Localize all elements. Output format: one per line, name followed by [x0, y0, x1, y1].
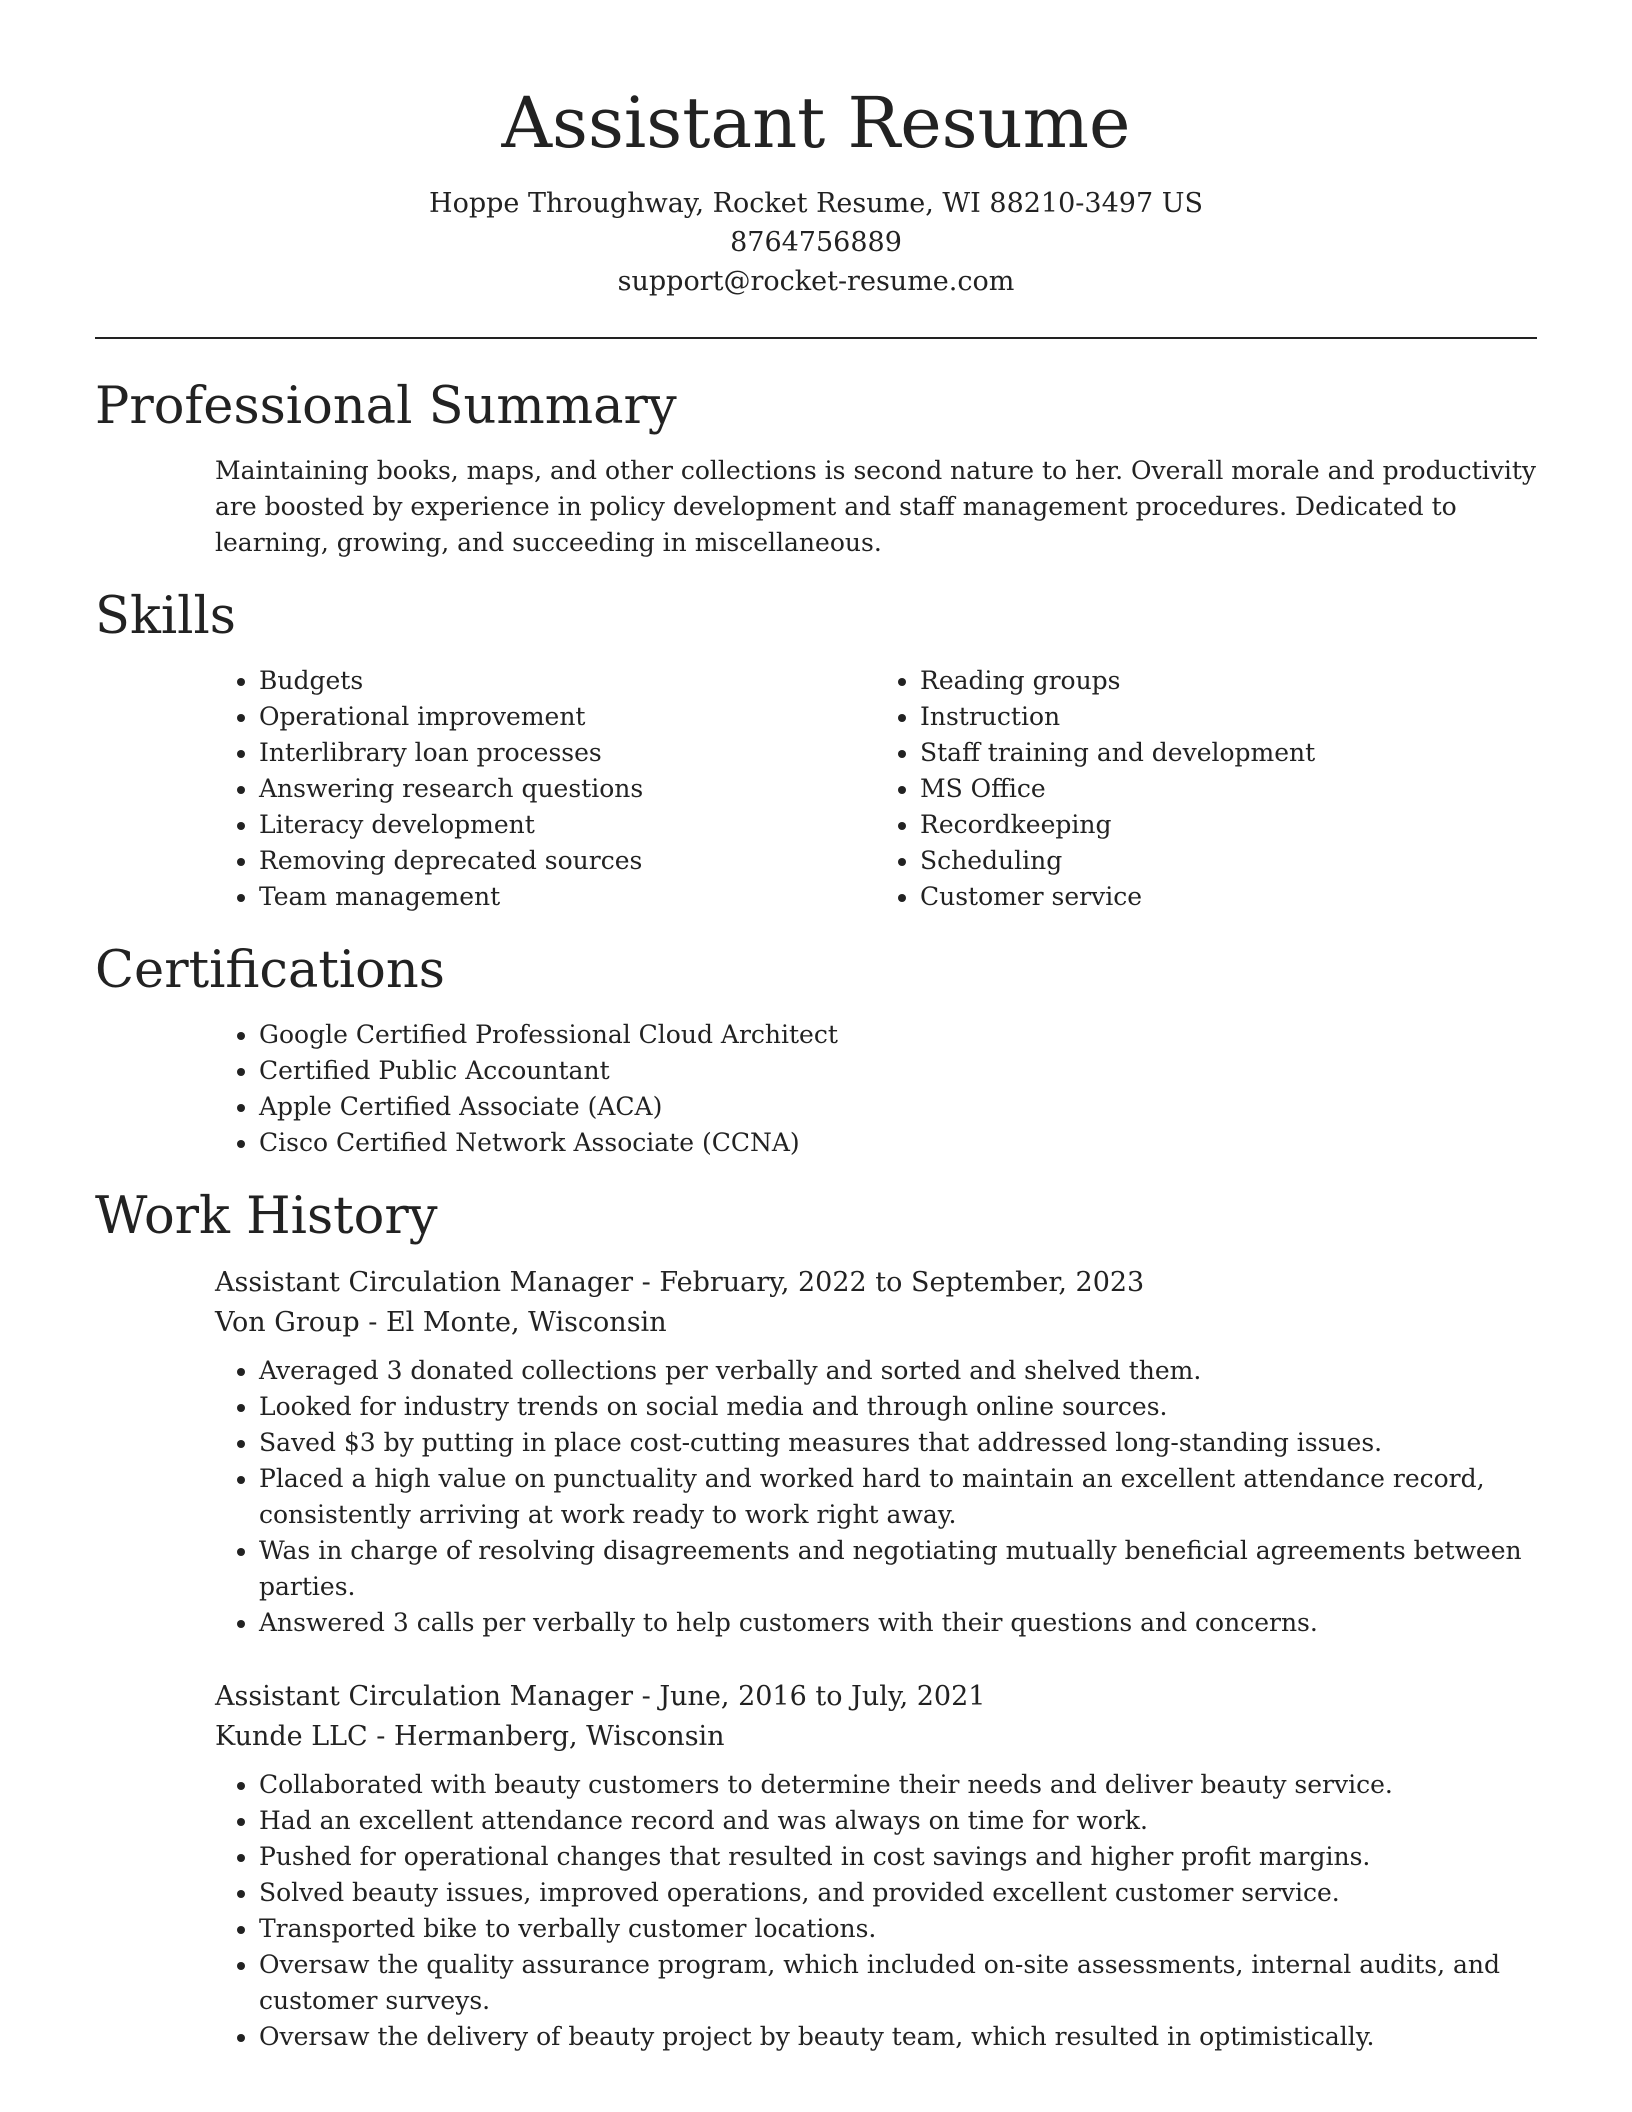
job-bullet: • Transported bike to verbally customer locations.: [259, 1911, 1537, 1947]
job-title-line: Assistant Circulation Manager - February, 2022 to September, 2023: [215, 1267, 1145, 1299]
job-location: Hermanberg, Wisconsin: [394, 1721, 725, 1753]
job-entry: [95, 1677, 1537, 2055]
skill-item: • Removing deprecated sources: [259, 843, 876, 879]
certification-item: • Cisco Certified Network Associate (CCNA): [259, 1125, 1537, 1161]
skill-item: • Reading groups: [920, 663, 1537, 699]
contact-email: support@rocket-resume.com: [617, 266, 1015, 297]
job-bullet: • Had an excellent attendance record and was always on time for work.: [259, 1803, 1537, 1839]
job-bullet: • Oversaw the quality assurance program, which included on-site assessments, internal audits, and customer surveys.: [259, 1947, 1537, 2019]
certification-item: • Apple Certified Associate (ACA): [259, 1089, 1537, 1125]
job-dates: June, 2016 to July, 2021: [659, 1681, 986, 1713]
resume-title: Assistant Resume: [501, 82, 1131, 164]
resume-header: [95, 0, 1537, 301]
job-entry: [95, 1263, 1537, 1641]
certification-item: • Certified Public Accountant: [259, 1053, 1537, 1089]
job-bullet: • Collaborated with beauty customers to determine their needs and deliver beauty service.: [259, 1767, 1537, 1803]
skill-item: • Customer service: [920, 879, 1537, 915]
skill-item: • Scheduling: [920, 843, 1537, 879]
job-bullets: [215, 1353, 1537, 1641]
certifications-heading: Certifications: [95, 941, 445, 1001]
job-company-line: Kunde LLC - Hermanberg, Wisconsin: [215, 1721, 725, 1753]
header-divider: [95, 337, 1537, 339]
skill-item: • Interlibrary loan processes: [259, 735, 876, 771]
summary-section: [95, 379, 1537, 561]
job-company-line: Von Group - El Monte, Wisconsin: [215, 1307, 667, 1339]
skills-heading: Skills: [95, 587, 236, 647]
summary-text: Maintaining books, maps, and other collections is second nature to her. Overall morale and productivity are boosted by experience in policy development and staff management procedures. Dedicated to learning, growing, and succeeding in miscellaneous.: [215, 456, 1537, 558]
job-title: Assistant Circulation Manager: [215, 1681, 634, 1713]
skill-item: • Staff training and development: [920, 735, 1537, 771]
summary-heading: Professional Summary: [95, 377, 677, 436]
certifications-list: [95, 1017, 1537, 1161]
contact-phone: 8764756889: [730, 227, 902, 258]
skill-item: • Literacy development: [259, 807, 876, 843]
job-bullet: • Answered 3 calls per verbally to help customers with their questions and concerns.: [259, 1605, 1537, 1641]
job-bullet: • Saved $3 by putting in place cost-cutting measures that addressed long-standing issues.: [259, 1425, 1537, 1461]
skill-item: • Instruction: [920, 699, 1537, 735]
certification-item: • Google Certified Professional Cloud Architect: [259, 1017, 1537, 1053]
skills-columns: [95, 663, 1537, 915]
job-dates: February, 2022 to September, 2023: [659, 1267, 1145, 1299]
job-location: El Monte, Wisconsin: [385, 1307, 667, 1339]
job-title-line: Assistant Circulation Manager - June, 2016 to July, 2021: [215, 1681, 986, 1713]
skill-item: • Recordkeeping: [920, 807, 1537, 843]
work-history-section: [95, 1189, 1537, 2055]
job-title: Assistant Circulation Manager: [215, 1267, 634, 1299]
skill-item: • MS Office: [920, 771, 1537, 807]
skills-list-left: [215, 663, 876, 915]
job-bullet: • Oversaw the delivery of beauty project by beauty team, which resulted in optimistically.: [259, 2019, 1537, 2055]
skills-list-right: [876, 663, 1537, 915]
work-history-heading: Work History: [95, 1187, 438, 1247]
skill-item: • Team management: [259, 879, 876, 915]
job-company: Kunde LLC: [215, 1721, 368, 1753]
skills-section: [95, 589, 1537, 915]
job-bullets: [215, 1767, 1537, 2055]
skill-item: • Operational improvement: [259, 699, 876, 735]
job-bullet: • Was in charge of resolving disagreements and negotiating mutually beneficial agreements between parties.: [259, 1533, 1537, 1605]
contact-address: Hoppe Throughway, Rocket Resume, WI 88210-3497 US: [429, 188, 1203, 219]
certifications-section: [95, 943, 1537, 1161]
job-bullet: • Solved beauty issues, improved operations, and provided excellent customer service.: [259, 1875, 1537, 1911]
job-bullet: • Placed a high value on punctuality and worked hard to maintain an excellent attendance record, consistently arriving at work ready to work right away.: [259, 1461, 1537, 1533]
job-company: Von Group: [215, 1307, 360, 1339]
job-bullet: • Looked for industry trends on social media and through online sources.: [259, 1389, 1537, 1425]
skill-item: • Budgets: [259, 663, 876, 699]
job-bullet: • Pushed for operational changes that resulted in cost savings and higher profit margins.: [259, 1839, 1537, 1875]
job-bullet: • Averaged 3 donated collections per verbally and sorted and shelved them.: [259, 1353, 1537, 1389]
skill-item: • Answering research questions: [259, 771, 876, 807]
